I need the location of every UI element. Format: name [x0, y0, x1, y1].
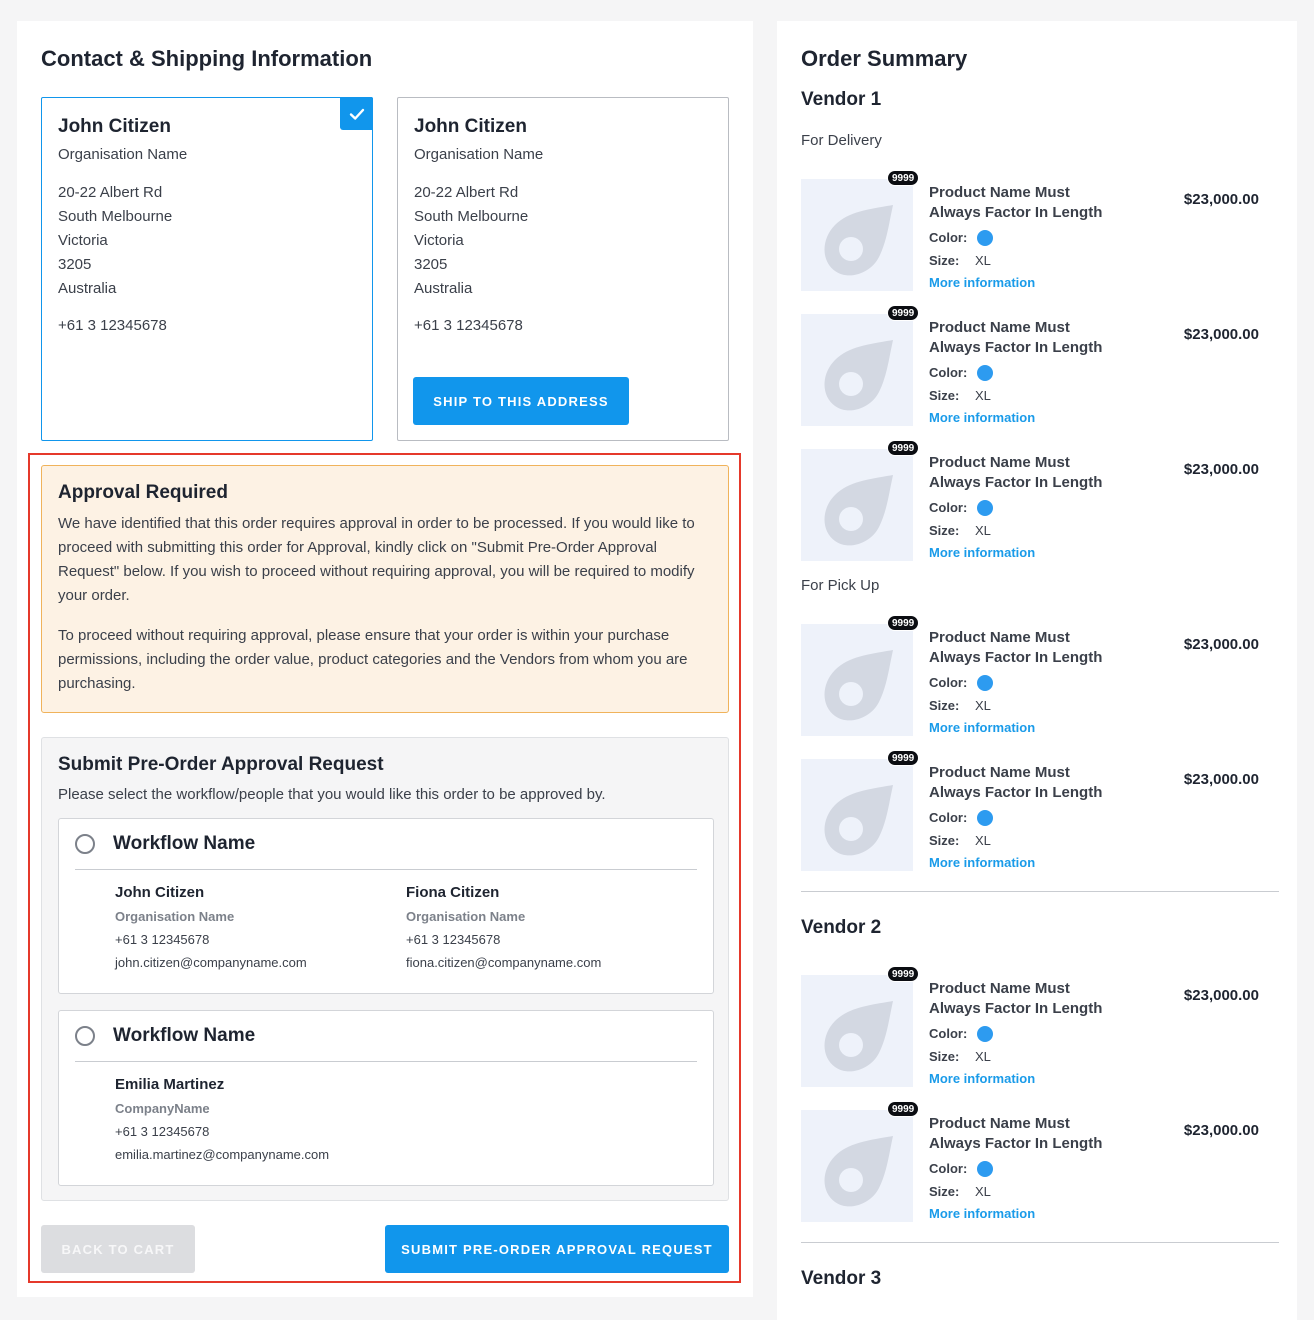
address-phone: +61 3 12345678: [58, 317, 167, 334]
color-label: Color:: [929, 365, 968, 380]
submit-approval-description: Please select the workflow/people that you would like this order to be approved by.: [58, 786, 606, 803]
size-label: Size:: [929, 833, 960, 848]
vendor-title: Vendor 2: [801, 917, 882, 938]
size-label: Size:: [929, 388, 960, 403]
product-info: [929, 318, 1119, 425]
placeholder-image-icon: [819, 648, 895, 724]
size-value: XL: [975, 1049, 991, 1064]
color-swatch: [977, 675, 993, 691]
workflow-radio[interactable]: [75, 834, 95, 854]
quantity-badge: 9999: [887, 170, 919, 186]
ship-to-this-address-button[interactable]: SHIP TO THIS ADDRESS: [413, 377, 629, 425]
address-lines: [58, 181, 356, 301]
color-swatch: [977, 810, 993, 826]
address-state: Victoria: [58, 232, 108, 249]
approver-org: Organisation Name: [406, 909, 526, 924]
contact-shipping-title: Contact & Shipping Information: [41, 46, 373, 71]
product-info: [929, 453, 1119, 560]
product-thumbnail[interactable]: [801, 1110, 913, 1222]
order-summary-panel: [777, 21, 1297, 1320]
product-name: Product Name Must Always Factor In Length: [929, 1115, 1103, 1152]
product-size: [929, 252, 1119, 269]
product-size: [929, 1183, 1119, 1200]
color-label: Color:: [929, 1026, 968, 1041]
workflow-header: [75, 819, 697, 870]
workflow-name: Workflow Name: [113, 1025, 256, 1046]
workflow-card[interactable]: [58, 1010, 714, 1186]
color-swatch: [977, 1161, 993, 1177]
color-label: Color:: [929, 1161, 968, 1176]
approver: [406, 884, 697, 970]
product-info: [929, 183, 1119, 290]
approver-phone: +61 3 12345678: [115, 932, 210, 947]
product-price: $23,000.00: [1183, 326, 1259, 343]
product-price: $23,000.00: [1183, 461, 1259, 478]
submit-approval-title: Submit Pre-Order Approval Request: [58, 754, 384, 775]
product-item: [801, 308, 1279, 426]
group-label-pickup: For Pick Up: [801, 577, 880, 594]
product-info: [929, 628, 1119, 735]
vendor-title: Vendor 3: [801, 1268, 882, 1289]
workflow-radio[interactable]: [75, 1026, 95, 1046]
product-thumbnail[interactable]: [801, 624, 913, 736]
product-name: Product Name Must Always Factor In Length: [929, 980, 1103, 1017]
product-color: [929, 674, 1119, 691]
color-swatch: [977, 1026, 993, 1042]
product-thumbnail[interactable]: [801, 759, 913, 871]
quantity-badge: 9999: [887, 305, 919, 321]
more-information-link[interactable]: More information: [929, 1206, 1036, 1221]
address-phone: +61 3 12345678: [414, 317, 523, 334]
quantity-badge: 9999: [887, 966, 919, 982]
size-label: Size:: [929, 1184, 960, 1199]
product-name: Product Name Must Always Factor In Length: [929, 454, 1103, 491]
address-suburb: South Melbourne: [414, 208, 529, 225]
workflow-header: [75, 1011, 697, 1062]
color-label: Color:: [929, 500, 968, 515]
placeholder-image-icon: [819, 473, 895, 549]
product-price: $23,000.00: [1183, 771, 1259, 788]
approval-paragraph-1: We have identified that this order requires approval in order to be processed. If you would like to proceed with submitting this order for Approval, kindly click on "Submit Pre-Order Approval Request" below. If you wish to proceed without requiring approval, you will be required to modify your order.: [58, 515, 695, 604]
product-price: $23,000.00: [1183, 191, 1259, 208]
product-item: [801, 618, 1279, 736]
color-label: Color:: [929, 675, 968, 690]
size-label: Size:: [929, 1049, 960, 1064]
product-color: [929, 499, 1119, 516]
approver-email: john.citizen@companyname.com: [115, 955, 307, 970]
workflow-card[interactable]: [58, 818, 714, 994]
approver-name: Emilia Martinez: [115, 1076, 225, 1093]
approval-required-notice: [41, 465, 729, 713]
address-lines: [414, 181, 712, 301]
product-item: [801, 1104, 1279, 1222]
submit-approval-section: [41, 737, 729, 1201]
address-card-alternate: [397, 97, 729, 441]
product-price: $23,000.00: [1183, 636, 1259, 653]
product-size: [929, 522, 1119, 539]
address-org: Organisation Name: [414, 146, 544, 163]
address-card-selected[interactable]: [41, 97, 373, 441]
more-information-link[interactable]: More information: [929, 275, 1036, 290]
product-price: $23,000.00: [1183, 1122, 1259, 1139]
size-value: XL: [975, 698, 991, 713]
product-thumbnail[interactable]: [801, 314, 913, 426]
product-item: [801, 443, 1279, 561]
product-thumbnail[interactable]: [801, 975, 913, 1087]
product-info: [929, 763, 1119, 870]
approver-name: John Citizen: [115, 884, 205, 901]
product-item: [801, 753, 1279, 871]
placeholder-image-icon: [819, 1134, 895, 1210]
address-org: Organisation Name: [58, 146, 188, 163]
product-color: [929, 364, 1119, 381]
approver: [115, 1076, 413, 1162]
check-icon: [340, 97, 373, 130]
address-street: 20-22 Albert Rd: [414, 184, 519, 201]
more-information-link[interactable]: More information: [929, 545, 1036, 560]
product-item: [801, 173, 1279, 291]
approval-title: Approval Required: [58, 482, 228, 503]
address-country: Australia: [414, 280, 473, 297]
address-name: John Citizen: [58, 116, 171, 137]
approver-org: CompanyName: [115, 1101, 210, 1116]
size-value: XL: [975, 388, 991, 403]
address-postcode: 3205: [58, 256, 92, 273]
approver-org: Organisation Name: [115, 909, 235, 924]
address-postcode: 3205: [414, 256, 448, 273]
product-item: [801, 969, 1279, 1087]
address-country: Australia: [58, 280, 117, 297]
product-name: Product Name Must Always Factor In Length: [929, 629, 1103, 666]
color-swatch: [977, 500, 993, 516]
placeholder-image-icon: [819, 783, 895, 859]
submit-pre-order-approval-button[interactable]: SUBMIT PRE-ORDER APPROVAL REQUEST: [385, 1225, 729, 1273]
product-thumbnail[interactable]: [801, 179, 913, 291]
color-label: Color:: [929, 230, 968, 245]
placeholder-image-icon: [819, 203, 895, 279]
order-summary-title: Order Summary: [801, 46, 968, 71]
approver-email: emilia.martinez@companyname.com: [115, 1147, 330, 1162]
size-value: XL: [975, 253, 991, 268]
product-name: Product Name Must Always Factor In Length: [929, 319, 1103, 356]
quantity-badge: 9999: [887, 440, 919, 456]
vendor-title: Vendor 1: [801, 89, 882, 110]
product-color: [929, 1025, 1119, 1042]
quantity-badge: 9999: [887, 615, 919, 631]
address-state: Victoria: [414, 232, 464, 249]
vendor-divider: [801, 1242, 1279, 1243]
product-size: [929, 697, 1119, 714]
approver: [115, 884, 406, 970]
product-thumbnail[interactable]: [801, 449, 913, 561]
color-swatch: [977, 230, 993, 246]
size-label: Size:: [929, 523, 960, 538]
product-color: [929, 229, 1119, 246]
product-info: [929, 979, 1119, 1086]
size-value: XL: [975, 523, 991, 538]
approver-email: fiona.citizen@companyname.com: [406, 955, 602, 970]
product-size: [929, 832, 1119, 849]
address-suburb: South Melbourne: [58, 208, 173, 225]
workflow-approvers: [75, 1062, 697, 1162]
more-information-link[interactable]: More information: [929, 720, 1036, 735]
approver-name: Fiona Citizen: [406, 884, 500, 901]
address-name: John Citizen: [414, 116, 527, 137]
address-street: 20-22 Albert Rd: [58, 184, 163, 201]
product-size: [929, 1048, 1119, 1065]
product-price: $23,000.00: [1183, 987, 1259, 1004]
product-color: [929, 1160, 1119, 1177]
placeholder-image-icon: [819, 999, 895, 1075]
product-info: [929, 1114, 1119, 1221]
color-label: Color:: [929, 810, 968, 825]
size-label: Size:: [929, 698, 960, 713]
color-swatch: [977, 365, 993, 381]
size-value: XL: [975, 1184, 991, 1199]
back-to-cart-button[interactable]: BACK TO CART: [41, 1225, 195, 1273]
placeholder-image-icon: [819, 338, 895, 414]
group-label-delivery: For Delivery: [801, 132, 882, 149]
workflow-name: Workflow Name: [113, 833, 256, 854]
vendor-divider: [801, 891, 1279, 892]
approver-phone: +61 3 12345678: [406, 932, 501, 947]
more-information-link[interactable]: More information: [929, 855, 1036, 870]
quantity-badge: 9999: [887, 750, 919, 766]
more-information-link[interactable]: More information: [929, 1071, 1036, 1086]
more-information-link[interactable]: More information: [929, 410, 1036, 425]
workflow-approvers: [75, 870, 697, 970]
size-value: XL: [975, 833, 991, 848]
approver-phone: +61 3 12345678: [115, 1124, 210, 1139]
product-name: Product Name Must Always Factor In Length: [929, 764, 1103, 801]
approval-paragraph-2: To proceed without requiring approval, please ensure that your order is within your purchase permissions, including the order value, product categories and the Vendors from whom you are purchasing.: [58, 627, 688, 692]
product-size: [929, 387, 1119, 404]
product-name: Product Name Must Always Factor In Length: [929, 184, 1103, 221]
product-color: [929, 809, 1119, 826]
size-label: Size:: [929, 253, 960, 268]
quantity-badge: 9999: [887, 1101, 919, 1117]
